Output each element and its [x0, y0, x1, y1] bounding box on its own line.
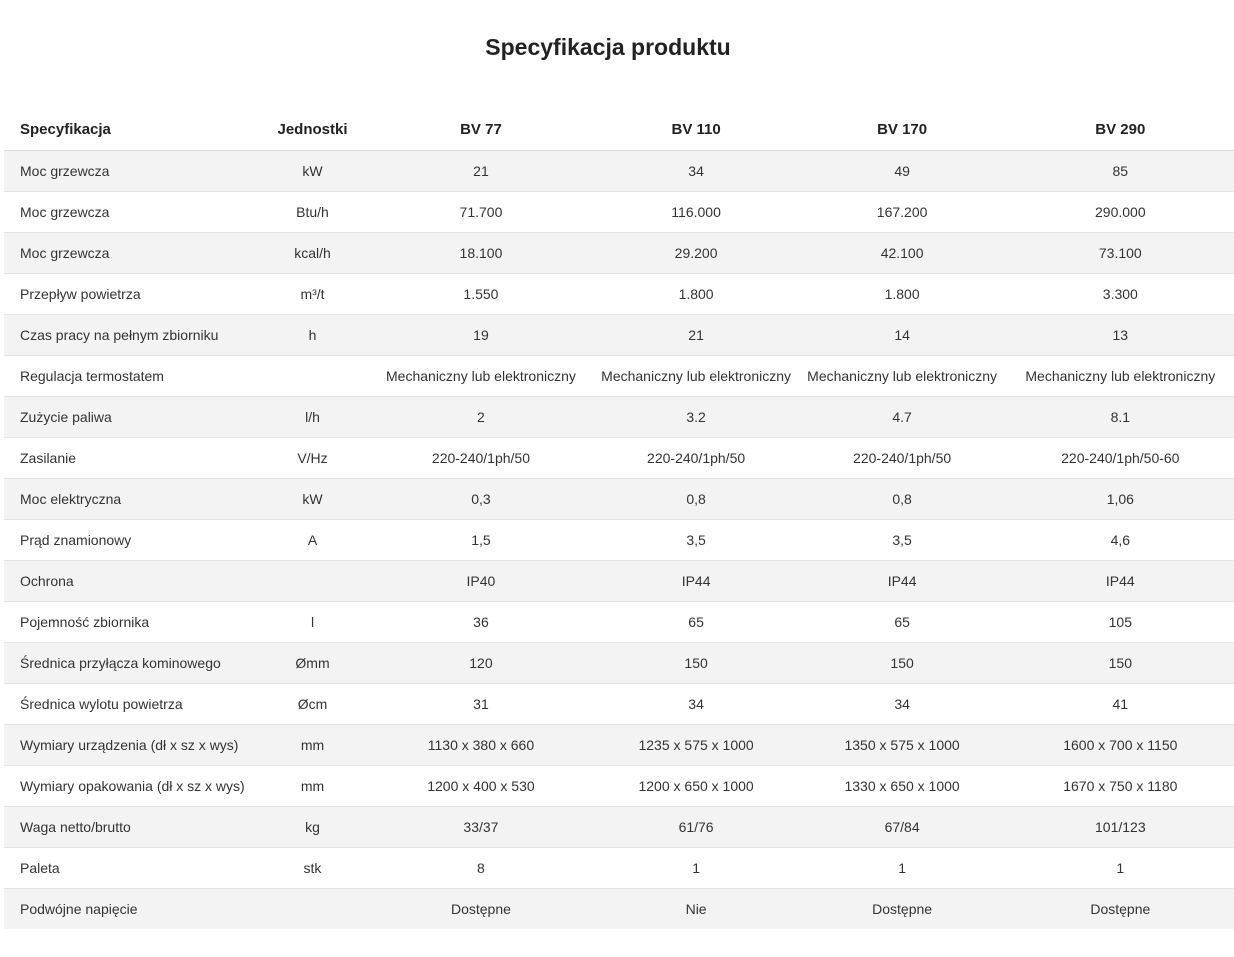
table-row [4, 725, 1234, 766]
value-cell: 8.1 [1007, 397, 1234, 438]
value-cell: Mechaniczny lub elektroniczny [595, 356, 798, 397]
value-cell: 67/84 [798, 807, 1007, 848]
value-cell: 1 [1007, 848, 1234, 889]
value-cell: 71.700 [367, 192, 594, 233]
value-cell: 1,5 [367, 520, 594, 561]
value-cell: 85 [1007, 151, 1234, 192]
value-cell: IP44 [1007, 561, 1234, 602]
spec-name-cell: Ochrona [4, 561, 258, 602]
unit-cell: m³/t [258, 274, 368, 315]
value-cell: 105 [1007, 602, 1234, 643]
value-cell: 19 [367, 315, 594, 356]
value-cell: 34 [595, 684, 798, 725]
table-row [4, 233, 1234, 274]
value-cell: 31 [367, 684, 594, 725]
column-header-model: BV 290 [1007, 108, 1234, 151]
value-cell: 65 [595, 602, 798, 643]
value-cell: 34 [798, 684, 1007, 725]
value-cell: IP40 [367, 561, 594, 602]
value-cell: 150 [1007, 643, 1234, 684]
unit-cell: Ømm [258, 643, 368, 684]
value-cell: 120 [367, 643, 594, 684]
table-row [4, 356, 1234, 397]
value-cell: 290.000 [1007, 192, 1234, 233]
value-cell: 1,06 [1007, 479, 1234, 520]
value-cell: 220-240/1ph/50 [798, 438, 1007, 479]
value-cell: 101/123 [1007, 807, 1234, 848]
value-cell: 167.200 [798, 192, 1007, 233]
value-cell: 21 [367, 151, 594, 192]
value-cell: 150 [798, 643, 1007, 684]
table-row [4, 807, 1234, 848]
value-cell: 150 [595, 643, 798, 684]
table-row [4, 766, 1234, 807]
value-cell: Nie [595, 889, 798, 930]
page-title: Specyfikacja produktu [485, 34, 731, 60]
table-row [4, 438, 1234, 479]
value-cell: IP44 [595, 561, 798, 602]
value-cell: 1330 x 650 x 1000 [798, 766, 1007, 807]
value-cell: 1235 x 575 x 1000 [595, 725, 798, 766]
value-cell: 2 [367, 397, 594, 438]
value-cell: 3,5 [798, 520, 1007, 561]
unit-cell: mm [258, 766, 368, 807]
table-row [4, 643, 1234, 684]
value-cell: 33/37 [367, 807, 594, 848]
unit-cell: kW [258, 151, 368, 192]
value-cell: 29.200 [595, 233, 798, 274]
spec-name-cell: Moc grzewcza [4, 151, 258, 192]
value-cell: 61/76 [595, 807, 798, 848]
value-cell: 1.800 [595, 274, 798, 315]
value-cell: 65 [798, 602, 1007, 643]
spec-name-cell: Paleta [4, 848, 258, 889]
value-cell: 1.800 [798, 274, 1007, 315]
spec-name-cell: Moc grzewcza [4, 192, 258, 233]
value-cell: Mechaniczny lub elektroniczny [798, 356, 1007, 397]
unit-cell [258, 356, 368, 397]
value-cell: 3.2 [595, 397, 798, 438]
column-header-model: BV 110 [595, 108, 798, 151]
value-cell: IP44 [798, 561, 1007, 602]
value-cell: 3,5 [595, 520, 798, 561]
spec-name-cell: Średnica wylotu powietrza [4, 684, 258, 725]
value-cell: 34 [595, 151, 798, 192]
value-cell: 1 [595, 848, 798, 889]
value-cell: 220-240/1ph/50 [595, 438, 798, 479]
table-row [4, 151, 1234, 192]
unit-cell: kcal/h [258, 233, 368, 274]
table-row [4, 520, 1234, 561]
table-row [4, 397, 1234, 438]
table-row [4, 684, 1234, 725]
spec-name-cell: Przepływ powietrza [4, 274, 258, 315]
unit-cell: kW [258, 479, 368, 520]
column-header-unit: Jednostki [258, 108, 368, 151]
table-row [4, 889, 1234, 930]
spec-name-cell: Zasilanie [4, 438, 258, 479]
unit-cell: V/Hz [258, 438, 368, 479]
unit-cell: A [258, 520, 368, 561]
spec-name-cell: Prąd znamionowy [4, 520, 258, 561]
value-cell: 21 [595, 315, 798, 356]
table-row [4, 274, 1234, 315]
unit-cell: l/h [258, 397, 368, 438]
value-cell: Mechaniczny lub elektroniczny [1007, 356, 1234, 397]
value-cell: Dostępne [367, 889, 594, 930]
table-row [4, 479, 1234, 520]
table-body [4, 151, 1234, 930]
spec-name-cell: Wymiary opakowania (dł x sz x wys) [4, 766, 258, 807]
spec-name-cell: Średnica przyłącza kominowego [4, 643, 258, 684]
spec-name-cell: Czas pracy na pełnym zbiorniku [4, 315, 258, 356]
value-cell: 8 [367, 848, 594, 889]
value-cell: 4.7 [798, 397, 1007, 438]
column-header-model: BV 170 [798, 108, 1007, 151]
spec-table [4, 108, 1234, 929]
table-row [4, 561, 1234, 602]
unit-cell: l [258, 602, 368, 643]
value-cell: 220-240/1ph/50-60 [1007, 438, 1234, 479]
table-row [4, 602, 1234, 643]
table-row [4, 192, 1234, 233]
column-header-spec: Specyfikacja [4, 108, 258, 151]
unit-cell: mm [258, 725, 368, 766]
spec-name-cell: Regulacja termostatem [4, 356, 258, 397]
spec-name-cell: Moc grzewcza [4, 233, 258, 274]
value-cell: 0,3 [367, 479, 594, 520]
unit-cell: Øcm [258, 684, 368, 725]
spec-name-cell: Podwójne napięcie [4, 889, 258, 930]
value-cell: 220-240/1ph/50 [367, 438, 594, 479]
unit-cell: h [258, 315, 368, 356]
value-cell: 41 [1007, 684, 1234, 725]
unit-cell [258, 889, 368, 930]
value-cell: 49 [798, 151, 1007, 192]
spec-name-cell: Moc elektryczna [4, 479, 258, 520]
value-cell: 3.300 [1007, 274, 1234, 315]
value-cell: 18.100 [367, 233, 594, 274]
value-cell: 1670 x 750 x 1180 [1007, 766, 1234, 807]
value-cell: 0,8 [595, 479, 798, 520]
value-cell: Mechaniczny lub elektroniczny [367, 356, 594, 397]
value-cell: 13 [1007, 315, 1234, 356]
value-cell: 1200 x 650 x 1000 [595, 766, 798, 807]
value-cell: 36 [367, 602, 594, 643]
value-cell: 1130 x 380 x 660 [367, 725, 594, 766]
spec-name-cell: Pojemność zbiornika [4, 602, 258, 643]
table-row [4, 315, 1234, 356]
value-cell: 1600 x 700 x 1150 [1007, 725, 1234, 766]
unit-cell: Btu/h [258, 192, 368, 233]
value-cell: 73.100 [1007, 233, 1234, 274]
value-cell: 1200 x 400 x 530 [367, 766, 594, 807]
value-cell: 14 [798, 315, 1007, 356]
value-cell: Dostępne [1007, 889, 1234, 930]
unit-cell: kg [258, 807, 368, 848]
value-cell: Dostępne [798, 889, 1007, 930]
value-cell: 42.100 [798, 233, 1007, 274]
spec-name-cell: Wymiary urządzenia (dł x sz x wys) [4, 725, 258, 766]
spec-name-cell: Zużycie paliwa [4, 397, 258, 438]
value-cell: 1350 x 575 x 1000 [798, 725, 1007, 766]
spec-name-cell: Waga netto/brutto [4, 807, 258, 848]
unit-cell: stk [258, 848, 368, 889]
table-header-row [4, 108, 1234, 151]
unit-cell [258, 561, 368, 602]
value-cell: 4,6 [1007, 520, 1234, 561]
column-header-model: BV 77 [367, 108, 594, 151]
value-cell: 116.000 [595, 192, 798, 233]
value-cell: 0,8 [798, 479, 1007, 520]
value-cell: 1 [798, 848, 1007, 889]
table-row [4, 848, 1234, 889]
value-cell: 1.550 [367, 274, 594, 315]
